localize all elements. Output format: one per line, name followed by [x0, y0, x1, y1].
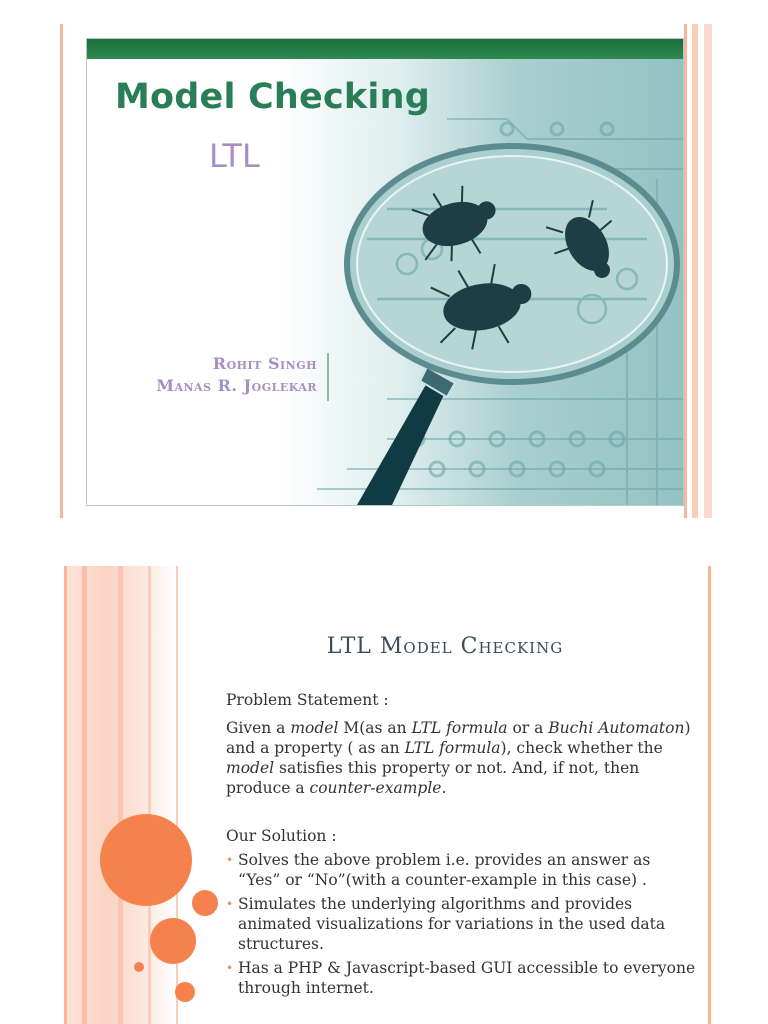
text-run: . — [441, 779, 447, 797]
problem-heading: Problem Statement : — [226, 691, 389, 709]
solution-bullet — [226, 958, 696, 998]
slide-frame-line-right-2 — [692, 24, 698, 518]
text-run-italic: Buchi Automaton — [548, 719, 685, 737]
text-run: Given a — [226, 719, 291, 737]
magnifier-handle — [357, 367, 455, 505]
text-run: satisfies this property or not. And, if not, then produce a — [226, 759, 640, 797]
author-divider — [327, 353, 329, 401]
solution-bullet — [226, 850, 696, 890]
bullet-icon: • — [226, 853, 234, 867]
slide-title: LTL Model Checking — [326, 634, 564, 659]
bullet-icon: • — [226, 961, 234, 975]
slide-subtitle: LTL — [209, 137, 260, 175]
bullet-icon: • — [226, 897, 234, 911]
decorative-circle — [134, 962, 144, 972]
band-line — [118, 566, 123, 1024]
problem-statement — [226, 718, 696, 798]
band-line — [82, 566, 87, 1024]
solution-heading: Our Solution : — [226, 827, 337, 845]
solution-bullet — [226, 894, 696, 954]
text-run-italic: model — [290, 719, 339, 737]
text-run-italic: LTL formula — [411, 719, 508, 737]
magnifier-lens — [347, 146, 677, 382]
bullet-text: Solves the above problem i.e. provides an answer as “Yes” or “No”(with a counter-example in this case) . — [238, 851, 651, 889]
decorative-circle — [150, 918, 196, 964]
text-run: M(as an — [338, 719, 412, 737]
title-image — [86, 38, 684, 506]
title-top-bar — [87, 39, 683, 59]
band-line — [148, 566, 151, 1024]
slide-frame-line-left — [60, 24, 63, 518]
slide-frame-line-left — [64, 566, 67, 1024]
author-name: Rohit Singh — [212, 354, 317, 373]
bullet-text: Has a PHP & Javascript-based GUI accessible to everyone through internet. — [238, 959, 696, 997]
slide-frame-line-right-3 — [704, 24, 712, 518]
text-run: ) and a property ( as an — [226, 719, 691, 757]
content-slide — [0, 566, 768, 1024]
slide-body — [226, 690, 696, 1002]
decorative-circle — [192, 890, 218, 916]
slide-frame-line-right — [684, 24, 687, 518]
author-list — [156, 353, 317, 397]
author-name: Manas R. Joglekar — [156, 376, 317, 395]
text-run-italic: counter-example — [309, 779, 442, 797]
slide-title: Model Checking — [115, 77, 430, 117]
decorative-circle — [100, 814, 192, 906]
text-run: or a — [507, 719, 549, 737]
bullet-text: Simulates the underlying algorithms and provides animated visualizations for variations in the used data structures. — [238, 895, 666, 953]
text-run: ), check whether the — [500, 739, 663, 757]
text-run-italic: LTL formula — [404, 739, 501, 757]
decorative-circle — [175, 982, 195, 1002]
text-run-italic: model — [226, 759, 275, 777]
